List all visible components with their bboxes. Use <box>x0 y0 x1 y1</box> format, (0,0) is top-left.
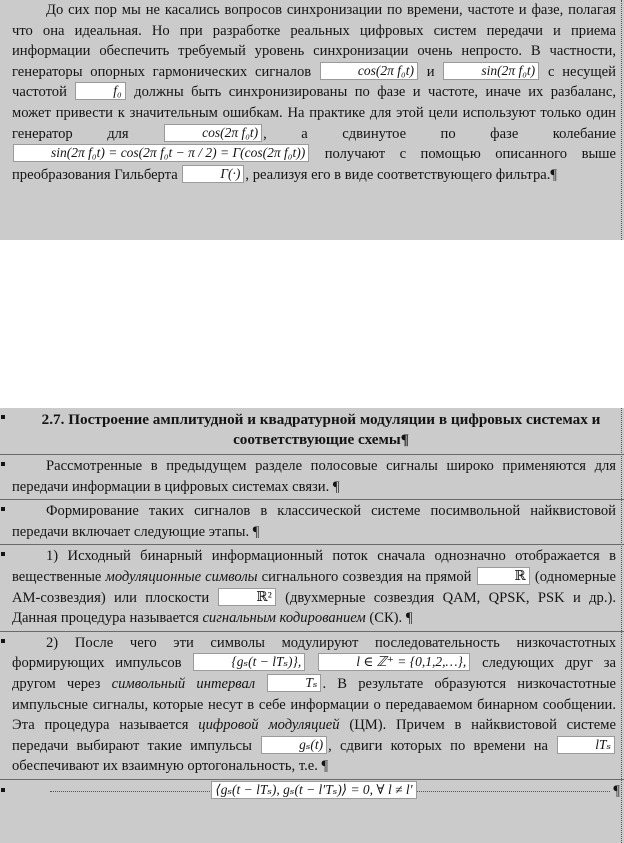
section-heading <box>0 408 624 455</box>
paragraph-mark-icon <box>1 788 5 792</box>
text-run: , а сдвинутое по фазе колебание <box>263 125 616 142</box>
term-signal-coding: сигнальным кодированием <box>202 610 366 627</box>
text-run: с несущей частотой <box>12 63 616 101</box>
paragraph-mark-icon <box>1 507 5 511</box>
text-run: , реализуя его в виде соответствующего фильтра.¶ <box>245 166 558 183</box>
formula-lTs: lTₛ <box>557 736 615 754</box>
text-run: следующих друг за другом через <box>12 655 616 692</box>
paragraph-mark-icon <box>1 639 5 643</box>
text-run: . В результате образуются низкочастотные импульсные сигналы, которые несут в себе информации о передаваемом бинарном сообщении. Эта процедура называется <box>12 675 616 734</box>
formula-R2: ℝ² <box>218 588 275 606</box>
text-run: обеспечивают их взаимную ортогональность, т.е. ¶ <box>12 758 329 775</box>
term-modulation-symbols: модуляционные символы <box>105 568 258 585</box>
text-run: До сих пор мы не касались вопросов синхронизации по времени, частоте и фазе, полагая что она идеальная. Но при разработке реальных цифровых систем передачи и приема информации обеспечить требуемый уровень синхронизации очень непросто. В частности, генераторы опорных гармонических сигналов <box>12 2 616 80</box>
text-run: сигнального созвездия на прямой <box>261 568 472 585</box>
paragraph-text: Рассмотренные в предыдущем разделе полосовые сигналы широко применяются для передачи информации в цифровых системах связи. ¶ <box>12 458 616 495</box>
text-run: (одномерные АМ-созвездия) или плоскости <box>12 568 616 606</box>
formula-orthogonality: ⟨gₛ(t − lTₛ), gₛ(t − l′Tₛ)⟩ = 0, ∀ l ≠ l′ <box>211 781 416 799</box>
paragraph-mark-icon <box>1 552 5 556</box>
section-title: 2.7. Построение амплитудной и квадратурной модуляции в цифровых системах и соответствующие схемы¶ <box>41 411 601 448</box>
text-run: (СК). ¶ <box>369 610 413 627</box>
term-digital-modulation: цифровой модуляцией <box>198 717 340 734</box>
text-run: , сдвиги которых по времени на <box>328 737 548 754</box>
pilcrow-mark: ¶ <box>613 782 620 799</box>
text-run: 2) После чего эти символы модулируют последовательность низкочастотных формирующих импульсов <box>12 634 616 672</box>
text-run: и <box>426 63 435 80</box>
text-run: 1) Исходный бинарный информационный поток сначала однозначно отображается в вещественные <box>12 548 616 585</box>
paragraph-4 <box>0 632 624 780</box>
paragraph-text: Формирование таких сигналов в классической системе посимвольной найквистовой передачи включает следующие этапы. ¶ <box>12 503 616 540</box>
paragraph-1 <box>0 455 624 500</box>
section-block <box>0 408 624 843</box>
formula-index-set: l ∈ ℤ⁺ = {0,1,2,…}, <box>318 653 470 671</box>
text-run: (ЦМ). Причем в найквистовой системе передачи выбирают такие импульсы <box>12 717 616 754</box>
formula-cos-2: cos(2π f₀t) <box>164 124 262 142</box>
orthogonality-formula-line <box>0 780 624 804</box>
term-symbol-interval: символьный интервал <box>111 675 256 692</box>
formula-impulse-set: {gₛ(t − lTₛ)}, <box>193 653 305 671</box>
paragraph-mark-icon <box>1 462 5 466</box>
formula-f0: f₀ <box>75 82 125 100</box>
synchronization-paragraph <box>0 0 624 187</box>
formula-gs-t: gₛ(t) <box>261 736 327 754</box>
formula-cos: cos(2π f₀t) <box>320 62 418 80</box>
formula-R: ℝ <box>477 567 530 585</box>
top-text-block <box>0 0 624 240</box>
paragraph-3 <box>0 545 624 631</box>
text-run: получают с помощью описанного выше преобразования Гильберта <box>12 146 616 183</box>
formula-sin-equation: sin(2π f₀t) = cos(2π f₀t − π / 2) = Γ(cos(2π f₀t)) <box>13 144 309 162</box>
formula-Ts: Tₛ <box>267 674 321 692</box>
text-run: должны быть синхронизированы по фазе и частоте, иначе их разбаланс, может привести к значительным ошибкам. На практике для этой цели используют только один генератор для <box>12 84 616 142</box>
text-run: (двухмерные созвездия QAM, QPSK, PSK и др.). Данная процедура называется <box>12 589 616 627</box>
paragraph-mark-icon <box>1 415 5 419</box>
paragraph-2 <box>0 500 624 545</box>
formula-hilbert: Γ(·) <box>182 165 244 183</box>
formula-sin: sin(2π f₀t) <box>443 62 539 80</box>
